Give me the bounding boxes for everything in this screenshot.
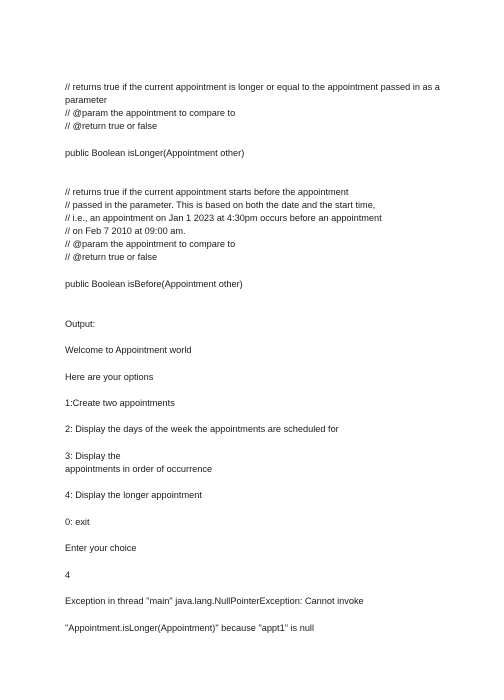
is-longer-comment-line1: // returns true if the current appointment is longer or equal to the appointment passed in as a bbox=[65, 82, 440, 92]
output-exception-line2: "Appointment.isLonger(Appointment)" because "appt1" is null bbox=[65, 623, 315, 633]
output-prompt: Enter your choice bbox=[65, 543, 137, 553]
is-longer-param-comment: // @param the appointment to compare to bbox=[65, 108, 236, 118]
is-before-comment-line4: // on Feb 7 2010 at 09:00 am. bbox=[65, 226, 186, 236]
is-longer-signature: public Boolean isLonger(Appointment other) bbox=[65, 148, 245, 158]
output-option-3-line2: appointments in order of occurrence bbox=[65, 464, 213, 474]
output-heading: Output: bbox=[65, 319, 96, 329]
is-before-comment-line3: // i.e., an appointment on Jan 1 2023 at 4:30pm occurs before an appointment bbox=[65, 213, 382, 223]
is-before-comment-line2: // passed in the parameter. This is based on both the date and the start time, bbox=[65, 200, 376, 210]
output-user-choice: 4 bbox=[65, 570, 71, 580]
output-exception-line1: Exception in thread "main" java.lang.NullPointerException: Cannot invoke bbox=[65, 596, 364, 606]
is-longer-comment-line2: parameter bbox=[65, 95, 107, 105]
output-option-4: 4: Display the longer appointment bbox=[65, 490, 202, 500]
output-options-intro: Here are your options bbox=[65, 372, 154, 382]
output-option-3-line1: 3: Display the bbox=[65, 451, 121, 461]
output-option-1: 1:Create two appointments bbox=[65, 398, 175, 408]
output-option-0: 0: exit bbox=[65, 517, 90, 527]
output-welcome: Welcome to Appointment world bbox=[65, 345, 192, 355]
is-before-param-comment: // @param the appointment to compare to bbox=[65, 239, 236, 249]
is-before-return-comment: // @return true or false bbox=[65, 252, 158, 262]
is-before-comment-line1: // returns true if the current appointment starts before the appointment bbox=[65, 187, 349, 197]
is-before-signature: public Boolean isBefore(Appointment other) bbox=[65, 279, 243, 289]
is-longer-return-comment: // @return true or false bbox=[65, 121, 158, 131]
output-option-2: 2: Display the days of the week the appointments are scheduled for bbox=[65, 424, 339, 434]
